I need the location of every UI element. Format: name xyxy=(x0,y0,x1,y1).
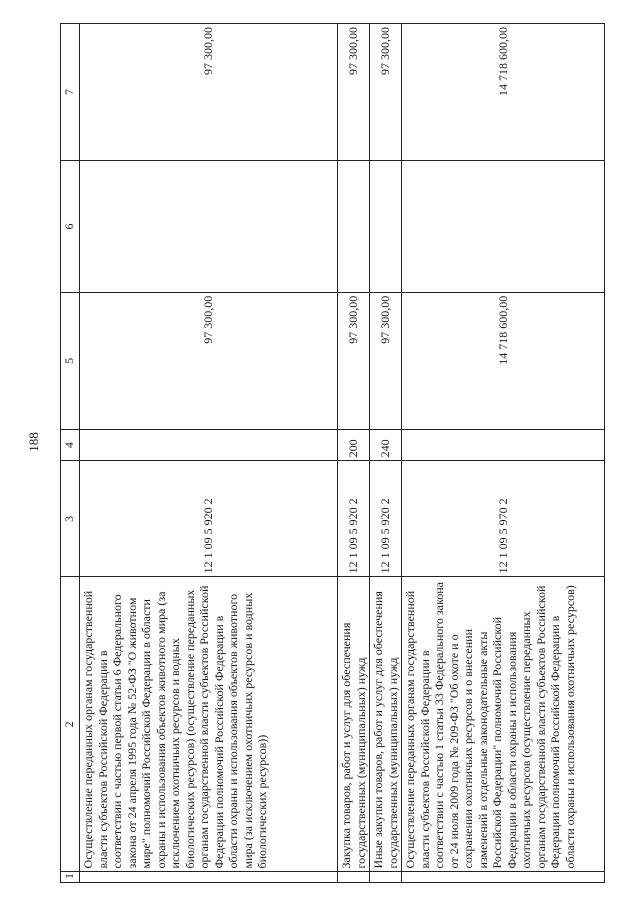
cell-code: 12 1 09 5 920 2 xyxy=(338,460,370,576)
cell-description: Осуществление переданных органам государственной власти субъектов Российской Федерации в соответствии с частью первой статьи 6 Федерального закона от 24 апреля 1995 года № 52-ФЗ "О животном мире" полномочий Российской Федерации в области охраны и использования объектов животного мира (за исключением охотничьих ресурсов и водных биологических ресурсов) (осуществление переданных органам государственной власти субъектов Российской Федерации полномочий Российской Федерации в области охраны и использования объектов животного мира (за исключением охотничьих ресурсов и водных биологических ресурсов)) xyxy=(80,576,338,871)
cell-code: 12 1 09 5 970 2 xyxy=(402,460,605,576)
cell-amount-5: 97 300,00 xyxy=(370,292,402,429)
table-row xyxy=(80,23,338,882)
cell-amount-6 xyxy=(402,160,605,292)
budget-table xyxy=(60,23,605,883)
header-col-2: 2 xyxy=(61,576,80,871)
header-col-7: 7 xyxy=(61,23,80,160)
cell-amount-5: 14 718 600,00 xyxy=(402,292,605,429)
cell-amount-5: 97 300,00 xyxy=(80,292,338,429)
cell-vr xyxy=(402,429,605,461)
header-col-4: 4 xyxy=(61,429,80,461)
rotated-table-container xyxy=(60,23,580,883)
cell-amount-6 xyxy=(370,160,402,292)
cell-amount-7: 97 300,00 xyxy=(80,23,338,160)
cell-col1 xyxy=(80,871,338,882)
cell-code: 12 1 09 5 920 2 xyxy=(80,460,338,576)
header-col-5: 5 xyxy=(61,292,80,429)
cell-amount-6 xyxy=(80,160,338,292)
cell-amount-7: 14 718 600,00 xyxy=(402,23,605,160)
cell-vr: 240 xyxy=(370,429,402,461)
cell-code: 12 1 09 5 920 2 xyxy=(370,460,402,576)
page-number: 188 xyxy=(26,432,41,452)
cell-amount-7: 97 300,00 xyxy=(370,23,402,160)
header-col-3: 3 xyxy=(61,460,80,576)
header-col-1: 1 xyxy=(61,871,80,882)
cell-amount-5: 97 300,00 xyxy=(338,292,370,429)
cell-description: Осуществление переданных органам государственной власти субъектов Российской Федерации в соответствии с частью 1 статьи 33 Федерального закона от 24 июля 2009 года № 209-ФЗ "Об охоте и о сохранении охотничьих ресурсов и о внесении изменений в отдельные законодательные акты Российской Федерации" полномочий Российской Федерации в области охраны и использования охотничьих ресурсов (осуществление переданных органам государственной власти субъектов Российской Федерации полномочий Российской Федерации в области охраны и использования охотничьих ресурсов) xyxy=(402,576,605,871)
cell-col1 xyxy=(338,871,370,882)
cell-amount-7: 97 300,00 xyxy=(338,23,370,160)
cell-col1 xyxy=(402,871,605,882)
cell-amount-6 xyxy=(338,160,370,292)
cell-col1 xyxy=(370,871,402,882)
cell-description: Иные закупки товаров, работ и услуг для обеспечения государственных (муниципальных) нужд xyxy=(370,576,402,871)
table-row xyxy=(370,23,402,882)
cell-vr: 200 xyxy=(338,429,370,461)
cell-vr xyxy=(80,429,338,461)
cell-description: Закупка товаров, работ и услуг для обеспечения государственных (муниципальных) нужд xyxy=(338,576,370,871)
header-row xyxy=(61,23,80,882)
header-col-6: 6 xyxy=(61,160,80,292)
table-row xyxy=(402,23,605,882)
table-row xyxy=(338,23,370,882)
